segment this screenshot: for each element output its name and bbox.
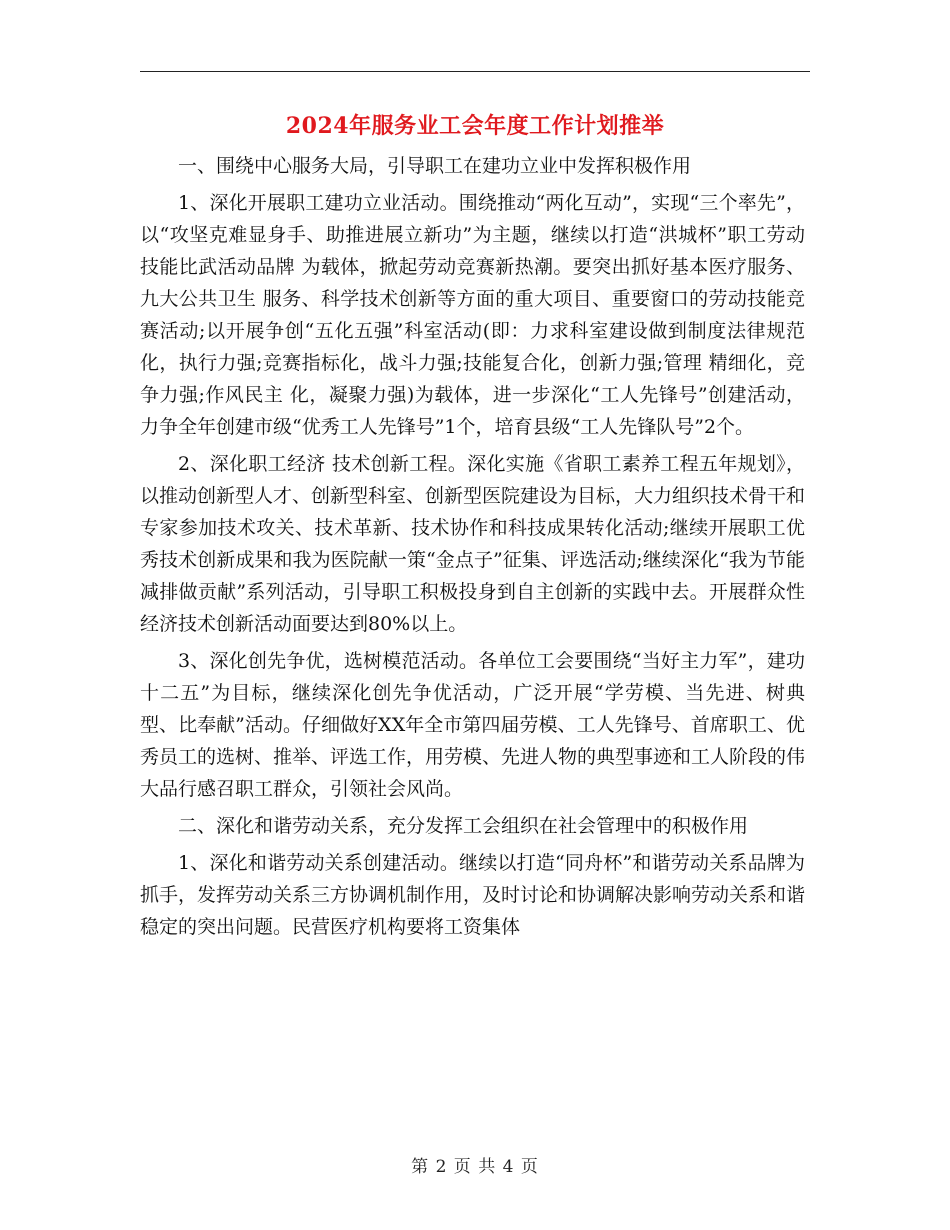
document-title: 2024年服务业工会年度工作计划推举 — [285, 113, 665, 139]
section-heading-1: 一、围绕中心服务大局，引导职工在建功立业中发挥积极作用 — [178, 155, 692, 177]
page-number: 第 2 页 共 4 页 — [411, 1157, 539, 1177]
paragraph-1-2: 2、深化职工经济 技术创新工程。深化实施《省职工素养工程五年规划》，以推动创新型人才、创新型科室、创新型医院建设为目标，大力组织技术骨干和专家参加技术攻关、技术革新、技术协作和科技成果转化活动;继续开展职工优秀技术创新成果和我为医院献一策“金点子”征集、评选活动;继续深化“我为节能 减排做贡献”系列活动，引导职工积极投身到自主创新的实践中去。开展群众性经济技术创新活动面要达到80%以上。 — [140, 453, 806, 635]
section-heading-2: 二、深化和谐劳动关系，充分发挥工会组织在社会管理中的积极作用 — [178, 815, 749, 837]
paragraph-1-3: 3、深化创先争优，选树模范活动。各单位工会要围绕“当好主力军”，建功十二五”为目标，继续深化创先争优活动，广泛开展“学劳模、当先进、树典型、比奉献”活动。仔细做好XX年全市第四届劳模、工人先锋号、首席职工、优秀员工的选树、推举、评选工作，用劳模、先进人物的典型事迹和工人阶段的伟大品行感召职工群众，引领社会风尚。 — [140, 650, 806, 800]
paragraph-1-1: 1、深化开展职工建功立业活动。围绕推动“两化互动”，实现“三个率先”，以“攻坚克难显身手、助推进展立新功”为主题，继续以打造“洪城杯”职工劳动 技能比武活动品牌 为载体，掀起劳动竞赛新热潮。要突出抓好基本医疗服务、九大公共卫生 服务、科学技术创新等方面的重大项目、重要窗口的劳动技能竞赛活动;以开展争创“五化五强”科室活动(即：力求科室建设做到制度法律规范化，执行力强;竞赛指标化，战斗力强;技能复合化，创新力强;管理 精细化，竞争力强;作风民主 化，凝聚力强)为载体，进一步深化“工人先锋号”创建活动，力争全年创建市级“优秀工人先锋号”1个，培育县级“工人先锋队号”2个。 — [140, 192, 805, 438]
header-rule — [140, 71, 810, 72]
document-body — [140, 150, 805, 948]
paragraph-2-1: 1、深化和谐劳动关系创建活动。继续以打造“同舟杯”和谐劳动关系品牌为抓手，发挥劳动关系三方协调机制作用，及时讨论和协调解决影响劳动关系和谐稳定的突出问题。民营医疗机构要将工资集体 — [140, 852, 806, 938]
